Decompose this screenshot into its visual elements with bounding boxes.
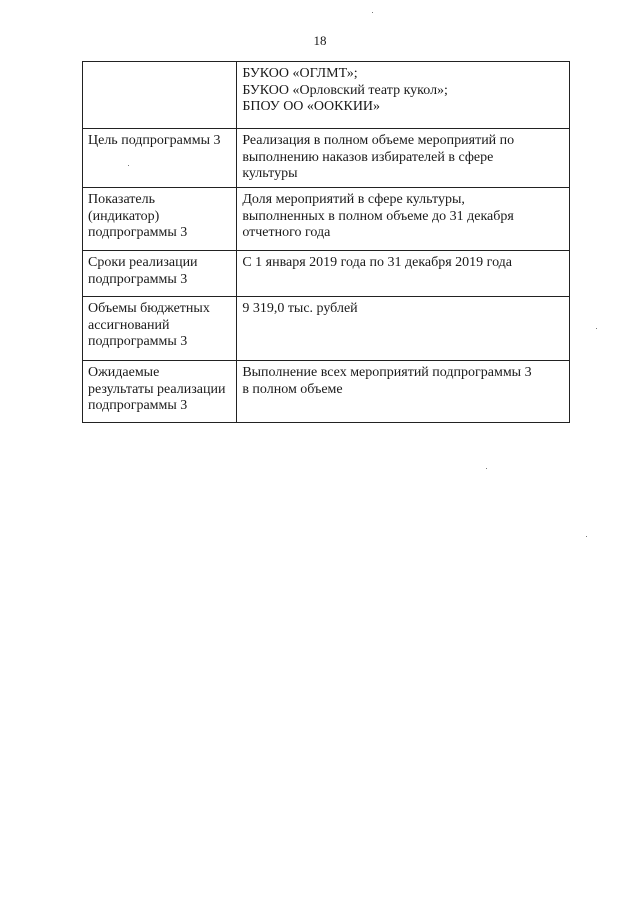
- label-line: Объемы бюджетных: [88, 301, 210, 316]
- label-line: ассигнований: [88, 317, 170, 333]
- value-line: БУКОО «ОГЛМТ»;: [242, 66, 358, 81]
- value-line: отчетного года: [242, 225, 331, 240]
- value-line: БПОУ ОО «ООККИИ»: [242, 99, 381, 114]
- label-line: подпрограммы 3: [88, 334, 188, 349]
- label-line: Сроки реализации: [88, 255, 198, 270]
- label-line: подпрограммы 3: [88, 398, 188, 413]
- table-row: [83, 297, 570, 361]
- label-line: Цель подпрограммы 3: [88, 133, 221, 148]
- label-line: Ожидаемые: [88, 365, 160, 380]
- value-line: Доля мероприятий в сфере культуры,: [242, 192, 465, 207]
- row-label-cell: [83, 251, 237, 297]
- row-value-cell: [237, 251, 570, 297]
- scan-speck: [586, 536, 587, 537]
- value-line: БУКОО «Орловский театр кукол»;: [242, 82, 448, 98]
- table-row: [83, 62, 570, 129]
- table-row: [83, 361, 570, 423]
- value-line: Реализация в полном объеме мероприятий по: [242, 133, 515, 148]
- scan-speck: [372, 12, 373, 13]
- page-number: 18: [313, 33, 327, 48]
- row-label-cell: [83, 297, 237, 361]
- row-value-cell: [237, 188, 570, 251]
- scan-speck: [596, 328, 597, 329]
- label-line: подпрограммы 3: [88, 225, 188, 240]
- scan-speck: [486, 468, 487, 469]
- value-line: культуры: [242, 166, 298, 181]
- scan-speck: [128, 165, 129, 166]
- row-label-cell: [83, 129, 237, 188]
- row-value-cell: [237, 361, 570, 423]
- row-value-cell: [237, 129, 570, 188]
- row-value-cell: [237, 297, 570, 361]
- table-row: [83, 129, 570, 188]
- value-line: выполнению наказов избирателей в сфере: [242, 149, 494, 165]
- value-line: 9 319,0 тыс. рублей: [242, 301, 358, 316]
- value-line: выполненных в полном объеме до 31 декабря: [242, 208, 514, 224]
- label-line: подпрограммы 3: [88, 271, 188, 287]
- row-label-cell: [83, 188, 237, 251]
- label-line: Показатель: [88, 192, 155, 207]
- label-line: (индикатор): [88, 208, 160, 224]
- table-row: [83, 251, 570, 297]
- row-label-cell: [83, 62, 237, 129]
- value-line: Выполнение всех мероприятий подпрограммы 3: [242, 365, 532, 380]
- table-row: [83, 188, 570, 251]
- subprogram-passport-table: [82, 61, 570, 423]
- row-label-cell: [83, 361, 237, 423]
- value-line: С 1 января 2019 года по 31 декабря 2019 года: [242, 255, 513, 270]
- label-line: результаты реализации: [88, 381, 226, 397]
- value-line: в полном объеме: [242, 381, 343, 397]
- row-value-cell: [237, 62, 570, 129]
